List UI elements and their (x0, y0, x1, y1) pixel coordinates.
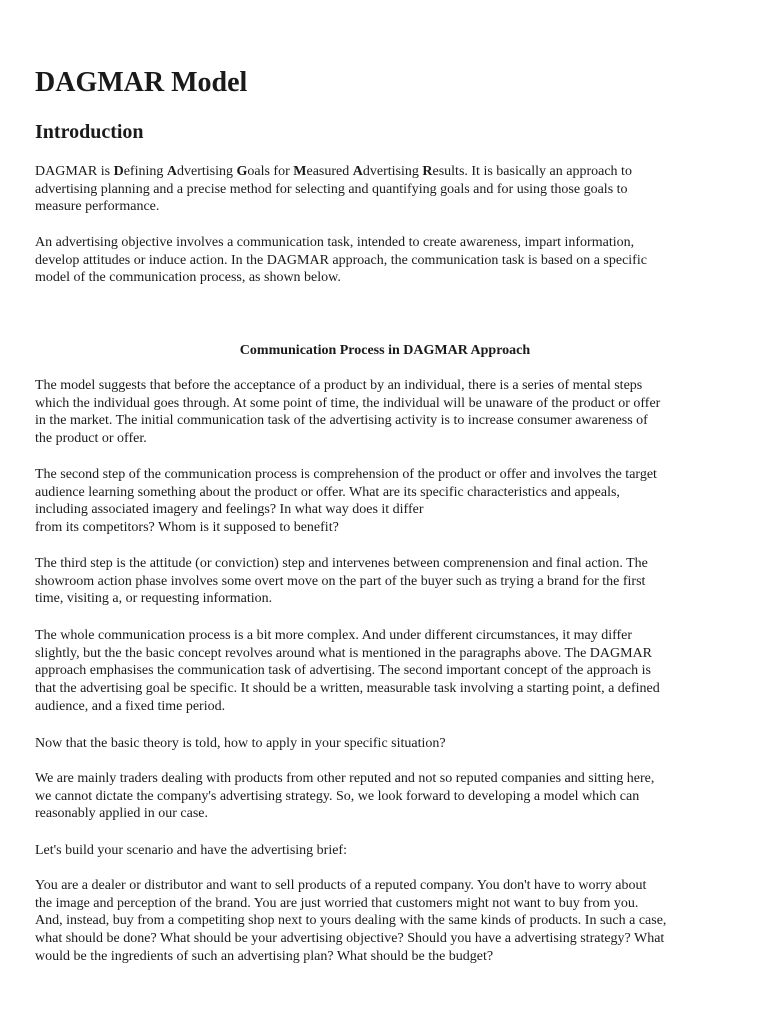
acronym-initial: D (113, 164, 124, 179)
intro-prefix: DAGMAR is (35, 164, 114, 179)
paragraph-line: the image and perception of the brand. You are just worried that customers might not want to buy from you. (35, 895, 639, 911)
intro-paragraph (35, 163, 735, 216)
intro-suffix: . It is basically an approach to (464, 164, 632, 179)
paragraph-line: The whole communication process is a bit more complex. And under different circumstances, it may differ (35, 628, 633, 643)
paragraph-line: time, visiting a, or requesting information. (35, 591, 273, 607)
paragraph-line: model of the communication process, as shown below. (35, 270, 341, 286)
paragraph-dealer (35, 877, 735, 966)
paragraph-third-step (35, 555, 735, 608)
acronym-initial: R (422, 164, 433, 179)
acronym-initial: A (166, 164, 177, 179)
paragraph-second-step (35, 466, 735, 537)
acronym-rest: dvertising (362, 164, 423, 179)
paragraph-objective (35, 234, 735, 287)
paragraph-line: slightly, but the the basic concept revolves around what is mentioned in the paragraphs above. The DAGMAR (35, 645, 653, 661)
paragraph-line: that the advertising goal be specific. It should be a written, measurable task involving a starting point, a defined (35, 681, 660, 697)
paragraph-line: Let's build your scenario and have the advertising brief: (35, 843, 347, 858)
figure-caption: Communication Process in DAGMAR Approach (239, 343, 531, 358)
paragraph-line: in the market. The initial communication task of the advertising activity is to increase consumer awareness of (35, 413, 648, 429)
paragraph-line: from its competitors? Whom is it supposed to benefit? (35, 520, 339, 536)
acronym-rest: esults (432, 164, 465, 179)
acronym-rest: easured (306, 164, 353, 179)
paragraph-model (35, 377, 735, 448)
paragraph-line: including associated imagery and feelings? In what way does it differ (35, 502, 424, 518)
paragraph-scenario (35, 842, 735, 860)
paragraph-line: And, instead, buy from a competiting shop next to yours dealing with the same kinds of products. In such a case, (35, 913, 667, 929)
paragraph-line: An advertising objective involves a communication task, intended to create awareness, impart information, (35, 235, 635, 250)
paragraph-line: would be the ingredients of such an advertising plan? What should be the budget? (35, 948, 494, 964)
paragraph-line: audience, and a fixed time period. (35, 698, 226, 714)
paragraph-line: showroom action phase involves some overt move on the part of the buyer such as trying a brand for the first (35, 573, 646, 589)
page-title: DAGMAR Model (35, 67, 248, 98)
paragraph-line: We are mainly traders dealing with products from other reputed and not so reputed companies and sitting here, (35, 771, 655, 786)
paragraph-line: measure performance. (35, 199, 160, 215)
paragraph-line: we cannot dictate the company's advertising strategy. So, we look forward to developing a model which can (35, 788, 640, 804)
paragraph-line: which the individual goes through. At some point of time, the individual will be unaware of the product or offer (35, 395, 661, 411)
paragraph-line: The model suggests that before the acceptance of a product by an individual, there is a series of mental steps (35, 378, 643, 393)
acronym-initial: A (352, 164, 363, 179)
paragraph-line: Now that the basic theory is told, how to apply in your specific situation? (35, 736, 446, 751)
paragraph-line: You are a dealer or distributor and want to sell products of a reputed company. You don't have to worry about (35, 878, 647, 893)
paragraph-apply-question (35, 735, 735, 753)
paragraph-line: what should be done? What should be your advertising objective? Should you have a advertising strategy? What (35, 931, 665, 947)
paragraph-line: advertising planning and a precise method for selecting and quantifying goals and for using those goals to (35, 181, 628, 197)
acronym-rest: oals for (247, 164, 294, 179)
paragraph-line: reasonably applied in our case. (35, 806, 208, 822)
acronym-initial: G (236, 164, 248, 179)
paragraph-line: the product or offer. (35, 431, 147, 447)
paragraph-line: approach emphasises the communication task of advertising. The second important concept of the approach is (35, 663, 651, 679)
intro-line-1 (35, 163, 735, 181)
paragraph-line: The second step of the communication process is comprehension of the product or offer and involves the target (35, 467, 657, 482)
section-heading-introduction: Introduction (35, 121, 144, 143)
acronym-initial: M (293, 164, 307, 179)
paragraph-whole-process (35, 627, 735, 716)
acronym-rest: dvertising (176, 164, 237, 179)
paragraph-line: The third step is the attitude (or conviction) step and intervenes between comprenension and final action. The (35, 556, 648, 571)
paragraph-line: audience learning something about the product or offer. What are its specific characteristics and appeals, (35, 484, 620, 500)
paragraph-line: develop attitudes or induce action. In the DAGMAR approach, the communication task is based on a specific (35, 252, 647, 268)
acronym-rest: efining (123, 164, 167, 179)
paragraph-traders (35, 770, 735, 823)
